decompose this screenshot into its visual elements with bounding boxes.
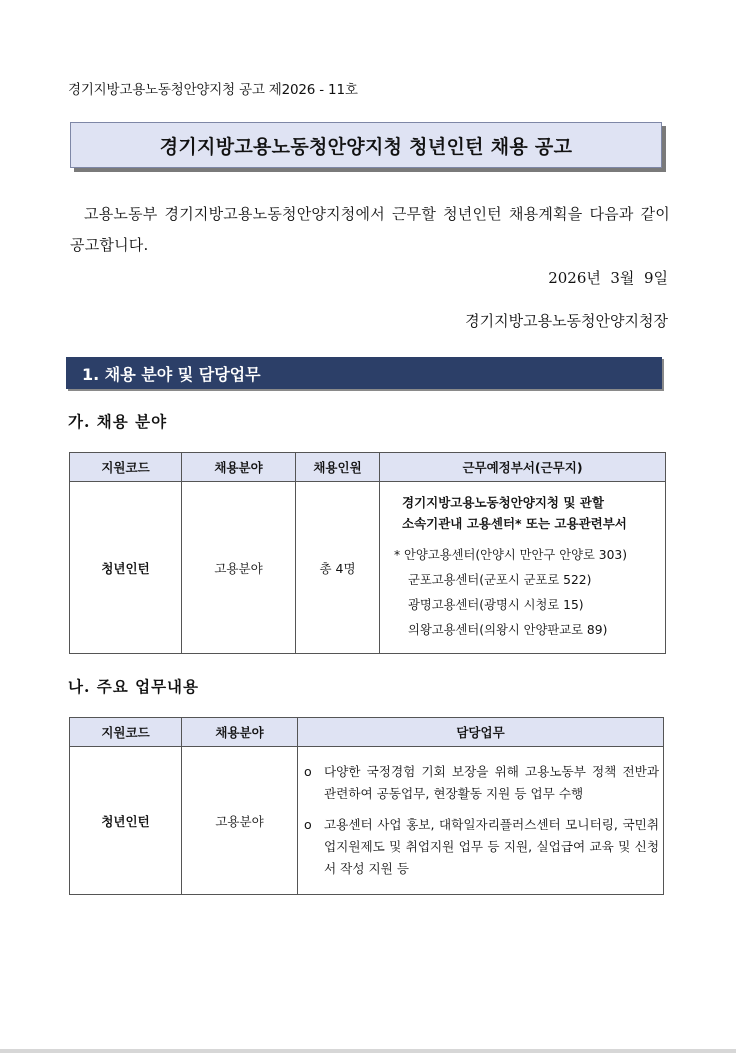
header-duties: 담당업무 [298, 718, 664, 747]
notice-number: 경기지방고용노동청안양지청 공고 제2026 - 11호 [68, 82, 358, 98]
header-department: 근무예정부서(근무지) [380, 453, 666, 482]
header-field: 채용분야 [182, 453, 296, 482]
header-count: 채용인원 [296, 453, 380, 482]
cell-field: 고용분야 [182, 482, 296, 654]
department-line-1: 경기지방고용노동청안양지청 및 관할 [402, 495, 604, 510]
cell-duties [298, 747, 664, 895]
list-item: * 안양고용센터(안양시 만안구 안양로 303) [394, 548, 628, 562]
table-header-row [70, 718, 664, 747]
cell-field: 고용분야 [182, 747, 298, 895]
cell-count: 총 4명 [296, 482, 380, 654]
bullet-mark: o [304, 817, 312, 832]
list-item: 의왕고용센터(의왕시 안양판교로 89) [408, 623, 608, 637]
cell-code: 청년인턴 [70, 747, 182, 895]
header-code: 지원코드 [70, 453, 182, 482]
document-title [70, 122, 662, 168]
bullet-mark: o [304, 764, 312, 779]
table-row [70, 747, 664, 895]
list-item [304, 761, 659, 805]
subheading-main-duties: 나. 주요 업무내용 [68, 677, 200, 696]
cell-department [380, 482, 666, 654]
list-item [304, 814, 659, 880]
table-header-row [70, 453, 666, 482]
section-heading-1-text: 1. 채용 분야 및 담당업무 [82, 364, 261, 384]
subheading-recruitment-field: 가. 채용 분야 [68, 412, 168, 431]
duty-text: 고용센터 사업 홍보, 대학일자리플러스센터 모니터링, 국민취업지원제도 및 취업지원 업무 등 지원, 실업급여 교육 및 신청서 작성 지원 등 [324, 817, 659, 876]
location-list [394, 543, 659, 643]
announcement-date: 2026년 3월 9일 [548, 269, 668, 287]
department-line-2: 소속기관내 고용센터* 또는 고용관련부서 [402, 516, 627, 531]
section-heading-1 [66, 357, 662, 389]
main-duties-table [69, 717, 664, 895]
issuer-name: 경기지방고용노동청안양지청장 [465, 312, 668, 330]
document-title-text: 경기지방고용노동청안양지청 청년인턴 채용 공고 [159, 135, 573, 158]
list-item: 광명고용센터(광명시 시청로 15) [408, 598, 584, 612]
header-code: 지원코드 [70, 718, 182, 747]
list-item: 군포고용센터(군포시 군포로 522) [408, 573, 592, 587]
page-bottom-divider [0, 1049, 736, 1053]
cell-code: 청년인턴 [70, 482, 182, 654]
header-field: 채용분야 [182, 718, 298, 747]
duty-text: 다양한 국정경험 기회 보장을 위해 고용노동부 정책 전반과 관련하여 공동업무, 현장활동 지원 등 업무 수행 [324, 764, 659, 801]
table-row [70, 482, 666, 654]
recruitment-field-table [69, 452, 666, 654]
intro-paragraph: 고용노동부 경기지방고용노동청안양지청에서 근무할 청년인턴 채용계획을 다음과 같이 공고합니다. [70, 205, 670, 254]
